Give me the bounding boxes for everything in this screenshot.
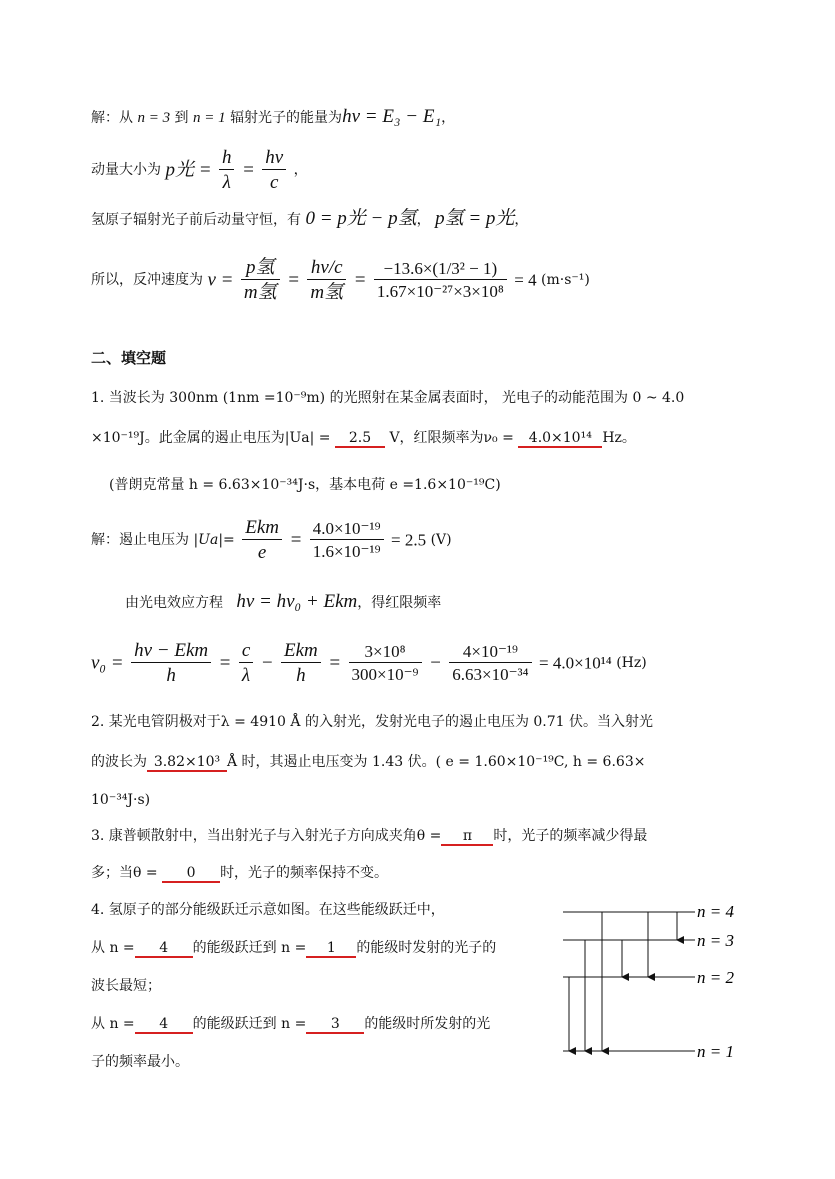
question-1-solution-2 — [125, 592, 441, 611]
energy-formula: hν = E₃ − E₁ — [342, 106, 442, 127]
fraction-numerator: 4×10⁻¹⁹ — [449, 643, 531, 663]
punctuation: ， — [416, 212, 431, 228]
question-2-line-1: 2. 某光电管阴极对于λ = 4910 Å 的入射光，发射光电子的遏止电压为 0.71 伏。当入射光 — [91, 714, 654, 730]
velocity-unit: (m·s⁻¹) — [541, 272, 590, 288]
question-4-line-3: 波长最短； — [91, 978, 161, 994]
fraction-denominator: λ — [241, 665, 251, 686]
question-1-solution-1: 解：遏止电压为 |Ua|= $\frac{\text{Ekm}}{e}$ = $\frac{\text{4.0×10⁻¹⁹}}{\text{1.6×10⁻¹⁹}}$ = 2.5 (V) — [91, 517, 452, 563]
question-text: Hz。 — [602, 430, 636, 446]
fraction-2 — [239, 641, 253, 685]
photoelectric-equation: hν = hν₀ + Ekm — [236, 591, 358, 612]
fraction-1 — [131, 641, 211, 685]
question-2-line-2 — [91, 755, 645, 772]
level-label-n1: n = 1 — [697, 1042, 734, 1061]
stopping-voltage-lhs: |Ua|= — [193, 532, 235, 548]
fraction-numeric-voltage — [310, 520, 384, 560]
fraction-denominator: h — [166, 665, 176, 686]
solution-label: 解：遏止电压为 — [91, 532, 189, 548]
fraction-ekm-over-e — [242, 518, 282, 562]
to-word: 到 — [174, 110, 189, 126]
question-text: 的能级时发射的光子的 — [356, 940, 497, 956]
n-initial: n = 3 — [137, 110, 171, 126]
question-text: 时，光子的频率保持不变。 — [220, 865, 389, 881]
question-text: Å 时，其遏止电压变为 1.43 伏。( e = 1.60×10⁻¹⁹C, h = 6.63× — [227, 754, 646, 770]
solution-line-2 — [91, 148, 308, 192]
solution-line-4: 所以，反冲速度为 v = $\frac{\text{p氢}}{\text{m氢}}$ = $\frac{h\nu/c}{\text{m氢}}$ = $\frac{\text{−13.6×(1/3² − 1)}}{\text{1.67×10⁻²⁷×3×10⁸}}$ = 4 (m·s⁻¹) — [91, 257, 590, 303]
fraction-numerator: Ekm — [242, 518, 282, 540]
fraction-numerator: hν − Ekm — [131, 641, 211, 663]
question-4-line-1: 4. 氢原子的部分能级跃迁示意如图。在这些能级跃迁中， — [91, 902, 445, 918]
fraction-4 — [349, 643, 422, 683]
fraction-denominator: 1.6×10⁻¹⁹ — [312, 542, 381, 561]
equals-sign: = — [241, 159, 255, 181]
fraction-denominator: 300×10⁻⁹ — [351, 665, 419, 684]
fraction-5 — [449, 643, 531, 683]
fraction-numeric-velocity — [374, 260, 507, 300]
solution-text: 由光电效应方程 — [125, 595, 223, 611]
question-text: 从 n = — [91, 940, 135, 956]
fraction-denominator: 1.67×10⁻²⁷×3×10⁸ — [376, 282, 504, 301]
fraction-3 — [281, 641, 321, 685]
solution-line-1 — [91, 107, 455, 126]
velocity-result: = 4 — [514, 270, 537, 290]
fraction-numerator: 4.0×10⁻¹⁹ — [310, 520, 384, 540]
question-4-line-4 — [91, 1017, 490, 1034]
level-label-n4: n = 4 — [697, 902, 734, 921]
fraction-numerator: −13.6×(1/3² − 1) — [374, 260, 507, 280]
conservation-text: 氢原子辐射光子前后动量守恒，有 — [91, 212, 301, 228]
question-1-line-1: 1. 当波长为 300nm (1nm =10⁻⁹m) 的光照射在某金属表面时， 光电子的动能范围为 0 ~ 4.0 — [91, 390, 685, 406]
answer-blank-min-freq-from: 4 — [135, 1017, 193, 1034]
fraction-numerator: p氢 — [241, 258, 280, 280]
question-4-line-5: 子的频率最小。 — [91, 1054, 189, 1070]
solution-line-3 — [91, 209, 528, 228]
fraction-denominator: h — [296, 665, 306, 686]
question-3-line-1 — [91, 829, 647, 846]
section-heading: 二、填空题 — [91, 349, 167, 367]
answer-blank-stopping-voltage: 2.5 — [335, 431, 385, 448]
fraction-numerator: c — [239, 641, 253, 663]
fraction-hnuc-over-m — [307, 258, 346, 302]
punctuation: ， — [514, 212, 529, 228]
n-final: n = 1 — [192, 110, 226, 126]
question-4-line-2 — [91, 941, 496, 958]
fraction-hnu-over-c — [262, 148, 286, 192]
threshold-frequency-lhs: ν₀ = — [91, 652, 124, 674]
frequency-unit: (Hz) — [616, 655, 647, 671]
question-text: 从 n = — [91, 1016, 135, 1032]
punctuation: ， — [293, 162, 308, 178]
voltage-unit: (V) — [430, 532, 452, 548]
fraction-numerator: hν — [262, 148, 286, 170]
question-1-constants: (普朗克常量 h = 6.63×10⁻³⁴J·s，基本电荷 e =1.6×10⁻¹⁹C) — [109, 477, 501, 493]
fraction-numerator: Ekm — [281, 641, 321, 663]
question-text: 的能级时所发射的光 — [364, 1016, 491, 1032]
question-text: 多；当θ = — [91, 865, 158, 881]
answer-blank-shortest-from: 4 — [135, 941, 193, 958]
fraction-denominator: λ — [222, 172, 231, 193]
frequency-result: = 4.0×10¹⁴ — [539, 653, 612, 673]
answer-blank-max-angle: π — [441, 829, 493, 846]
question-text: 的能级跃迁到 n = — [192, 1016, 307, 1032]
recoil-label: 所以，反冲速度为 — [91, 272, 203, 288]
momentum-label: 动量大小为 — [91, 162, 161, 178]
question-text: 时，光子的频率减少得最 — [493, 828, 648, 844]
question-1-line-2 — [91, 431, 636, 448]
answer-blank-threshold-frequency: 4.0×10¹⁴ — [518, 431, 602, 448]
question-text: V，红限频率为ν₀ = — [389, 430, 514, 446]
answer-blank-min-freq-to: 3 — [306, 1017, 364, 1034]
momentum-equality: p氢 = p光 — [435, 208, 515, 229]
fraction-denominator: c — [269, 172, 279, 193]
voltage-result: = 2.5 — [391, 530, 427, 550]
punctuation: ， — [441, 110, 456, 126]
fraction-denominator: m氢 — [243, 282, 277, 303]
question-1-solution-3: ν₀ = $\frac{\text{hν − Ekm}}{h}$ = $\frac{c}{\lambda}$ − $\frac{\text{Ekm}}{h}$ = $\frac{\text{3×10⁸}}{\text{300×10⁻⁹}}$ − $\frac{\text{4×10⁻¹⁹}}{\text{6.63×10⁻³⁴}}$ = 4.0×10¹⁴ (Hz) — [91, 640, 647, 686]
question-text: ×10⁻¹⁹J。此金属的遏止电压为|Ua| = — [91, 430, 331, 446]
fraction-h-over-lambda — [219, 148, 235, 192]
conservation-formula: 0 = p光 − p氢 — [305, 208, 417, 229]
question-2-line-3: 10⁻³⁴J·s) — [91, 792, 151, 808]
fraction-numerator: h — [219, 148, 235, 170]
fraction-numerator: 3×10⁸ — [349, 643, 422, 663]
fraction-denominator: m氢 — [310, 282, 344, 303]
answer-blank-shortest-to: 1 — [306, 941, 356, 958]
answer-blank-wavelength: 3.82×10³ — [147, 755, 227, 772]
photon-momentum-lhs: p光 = — [165, 159, 212, 181]
level-label-n2: n = 2 — [697, 968, 734, 987]
photon-energy-text: 辐射光子的能量为 — [230, 110, 343, 126]
question-3-line-2 — [91, 866, 388, 883]
question-text: 的能级跃迁到 n = — [192, 940, 307, 956]
velocity-lhs: v = — [207, 269, 234, 291]
solution-label: 解：从 — [91, 110, 133, 126]
question-text: 的波长为 — [91, 754, 147, 770]
energy-level-diagram — [555, 895, 785, 1075]
fraction-p-over-m — [241, 258, 280, 302]
fraction-denominator: 6.63×10⁻³⁴ — [452, 665, 529, 684]
question-text: 3. 康普顿散射中，当出射光子与入射光子方向成夹角θ = — [91, 828, 442, 844]
answer-blank-zero-angle: 0 — [162, 866, 220, 883]
level-label-n3: n = 3 — [697, 931, 734, 950]
fraction-denominator: e — [257, 542, 267, 563]
fraction-numerator: hν/c — [307, 258, 346, 280]
solution-text: ，得红限频率 — [357, 595, 442, 611]
